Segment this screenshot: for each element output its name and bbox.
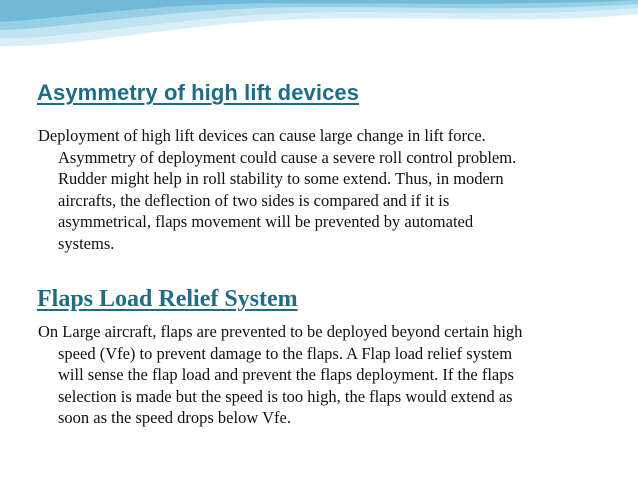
section-1-line: aircrafts, the deflection of two sides is compared and if it is	[58, 190, 450, 210]
section-2-line: On Large aircraft, flaps are prevented to be deployed beyond certain high	[38, 322, 523, 341]
section-2-line: soon as the speed drops below Vfe.	[58, 408, 291, 428]
section-1-line: Deployment of high lift devices can cause large change in lift force.	[38, 126, 486, 145]
header-wave-decoration	[0, 0, 638, 60]
section-1-line: asymmetrical, flaps movement will be prevented by automated	[58, 212, 474, 232]
section-1-line: Asymmetry of deployment could cause a severe roll control problem.	[58, 147, 517, 167]
section-2-line: will sense the flap load and prevent the flaps deployment. If the flaps	[58, 365, 514, 385]
section-1-line: Rudder might help in roll stability to some extend. Thus, in modern	[58, 169, 504, 189]
section-1-title: Asymmetry of high lift devices	[37, 80, 360, 105]
section-1-paragraph	[38, 125, 618, 255]
section-1-line: systems.	[58, 233, 115, 253]
section-2-title: Flaps Load Relief System	[37, 286, 298, 312]
section-2-line: selection is made but the speed is too high, the flaps would extend as	[58, 386, 513, 406]
section-2-paragraph	[38, 321, 618, 429]
section-2-line: speed (Vfe) to prevent damage to the flaps. A Flap load relief system	[58, 343, 513, 363]
